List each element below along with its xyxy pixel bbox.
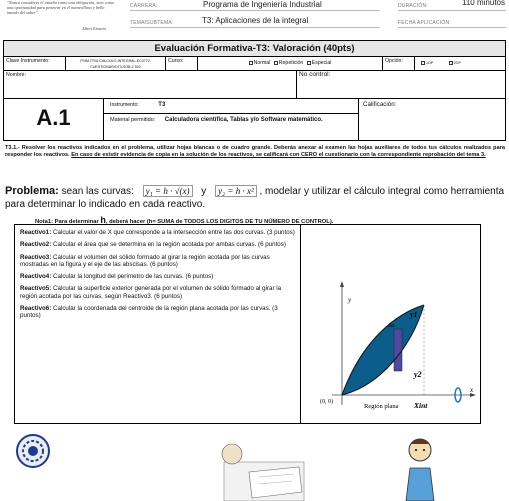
region-diagram (302, 225, 480, 423)
institution-logo (16, 434, 50, 468)
instructions-text: T3.1.- Resolver los reactivos indicados en el problema, utilizar hojas blancas o de cuadro grande. Deberás anexar al examen las hojas auxiliares de todos tus cálculos realizados para responder los reactivos. (5, 145, 505, 159)
divider (398, 27, 506, 28)
duracion-label: DURACIÓN: (398, 3, 428, 9)
divider (398, 10, 506, 11)
y1-label: y1 (410, 310, 418, 319)
note-suffix: , deberá hacer (h= SUMA de TODOS LOS DIGITOS DE TU NÚMERO DE CONTROL). (105, 219, 334, 225)
instrument-block (104, 99, 359, 140)
tema-value: T3: Aplicaciones de la integral (202, 16, 309, 25)
reactivo-text: Calcular la coordenada del centroide de la región plana acotada por las curvas. (3 puntos) (20, 305, 278, 320)
x-axis-label: x (470, 386, 474, 394)
equation-y1: y₁ = h · √(x) (143, 185, 193, 197)
reactivo-label: Reactivo5: (20, 285, 52, 293)
problem-text-1: sean las curvas: (61, 186, 134, 197)
quote-author: Albert Einstein (82, 26, 107, 31)
reactivo-text: Calcular el valor de X que corresponde a la intersección entre las dos curvas. (3 puntos) (53, 229, 295, 236)
reactivo-item (20, 241, 295, 248)
delta-x-strip (394, 329, 402, 371)
reactivo-label: Reactivo2: (20, 241, 52, 249)
material-label: Material permitido: (110, 117, 156, 123)
reactivo-text: Calcular la longitud del perímetro de las curvas. (6 puntos) (53, 273, 214, 281)
motivational-quote: "Nunca consideres el estudio como una obligación, sino como una oportunidad para penetrar en el maravilloso y bello mundo del saber" (7, 0, 115, 15)
student-avatar (400, 434, 440, 501)
curso-label: Curso: (166, 57, 198, 70)
repeticion-label: Repetición (278, 60, 304, 66)
instructions (5, 145, 505, 159)
instrumento-value: T3 (158, 102, 166, 108)
xint-label: Xint (414, 401, 428, 410)
problem-text-2: , modelar y utilizar el cálculo integral como herramienta para determinar lo indicado en cada reactivo. (5, 186, 505, 210)
instrumento-label: Instrumento: (110, 102, 139, 108)
material-row (104, 114, 358, 140)
reactivo-item (20, 273, 295, 280)
evaluation-table (3, 40, 506, 141)
normal-label: Normal (253, 60, 271, 66)
instrument-row (4, 57, 505, 71)
fecha-label: FECHA APLICACIÓN: (398, 20, 451, 26)
normal-checkbox[interactable] (249, 61, 253, 65)
carrera-label: CARRERA: (130, 3, 158, 9)
problem-label: Problema: (5, 185, 59, 197)
reactivo-item (20, 285, 295, 300)
instrumento-row (104, 99, 358, 114)
student-row (4, 71, 505, 99)
calificacion-label: Calificación: (363, 101, 397, 108)
region-label: Región plana (364, 403, 399, 410)
reactivo-text: Calcular la superficie exterior generada por el volumen de sólido formado al girar la región acotada por las curvas, según Reactivo3. (6 puntos) (20, 285, 282, 300)
op1-checkbox[interactable] (421, 61, 425, 65)
opcion-options (415, 57, 505, 70)
especial-checkbox[interactable] (307, 61, 311, 65)
nombre-field[interactable] (4, 71, 297, 98)
curso-options (198, 57, 383, 70)
note-prefix: Nota1: Para determinar (35, 219, 99, 225)
y2-label: y2 (414, 370, 422, 379)
y-axis-label: y (348, 296, 352, 304)
cartoon-illustration (204, 432, 322, 501)
clave-value: ITNM-ITSU-CALCULO-INTEGRAL-EC0772-CUESTIONARIOT3-SOB-2 502 (66, 57, 166, 70)
exam-code: A.1 (4, 99, 104, 140)
origin-label: (0, 0) (320, 399, 333, 405)
region-figure (302, 225, 480, 423)
opcion-label: Opción: (383, 57, 415, 70)
reactivo-item (20, 229, 295, 236)
duracion-value: 110 minutos (462, 0, 505, 7)
op2-label: 2OP (453, 61, 461, 65)
op2-checkbox[interactable] (449, 61, 453, 65)
reactivos-frame (14, 224, 481, 424)
repeticion-checkbox[interactable] (274, 61, 278, 65)
reactivo-item (20, 254, 295, 269)
especial-label: Especial (311, 60, 332, 66)
gear-emblem-icon (18, 436, 48, 466)
reactivo-text: Calcular el volumen del sólido formado al girar la región acotada por las curvas mostradas en la figura y el eje de las abscisas. (6 puntos) (20, 253, 270, 268)
document-header (0, 0, 509, 36)
nombre-label: Nombre: (6, 72, 26, 78)
carrera-value: Programa de Ingeniería Industrial (203, 0, 322, 9)
op1-label: 1OP (426, 61, 434, 65)
problem-conjunction: y (201, 186, 207, 197)
material-value: Calculadora científica, Tablas y/o Software matemático. (164, 117, 323, 123)
reactivos-list (15, 225, 301, 423)
evaluation-title: Evaluación Formativa-T3: Valoración (40pts) (4, 41, 505, 57)
divider (130, 10, 380, 11)
reactivo-label: Reactivo1: (20, 229, 52, 236)
equation-y2: y₂ = h · x² (215, 185, 257, 197)
delta-x-label: Δx (388, 322, 395, 329)
problem-statement (5, 185, 505, 211)
reactivo-label: Reactivo6: (20, 305, 52, 313)
instructions-warning: En caso de existir evidencia de copia en la solución de los reactivos, se calificará con CERO el cuestionario con la correspondiente reprobación del tema 3. (71, 152, 486, 159)
y-axis-arrow (340, 281, 344, 287)
control-label: No control: (299, 71, 331, 78)
tema-label: TEMA/SUBTEMA: (130, 20, 174, 26)
reactivo-text: Calcular el área que se determina en la región acotada por ambas curvas. (6 puntos) (53, 241, 286, 249)
note-h: h (100, 215, 106, 225)
divider (130, 27, 380, 28)
reactivo-label: Reactivo4: (20, 273, 52, 281)
reactivo-item (20, 305, 295, 320)
clave-label: Clave Instrumento: (4, 57, 66, 70)
code-row (4, 99, 505, 140)
reactivo-label: Reactivo3: (20, 253, 52, 261)
control-field[interactable] (297, 71, 505, 98)
